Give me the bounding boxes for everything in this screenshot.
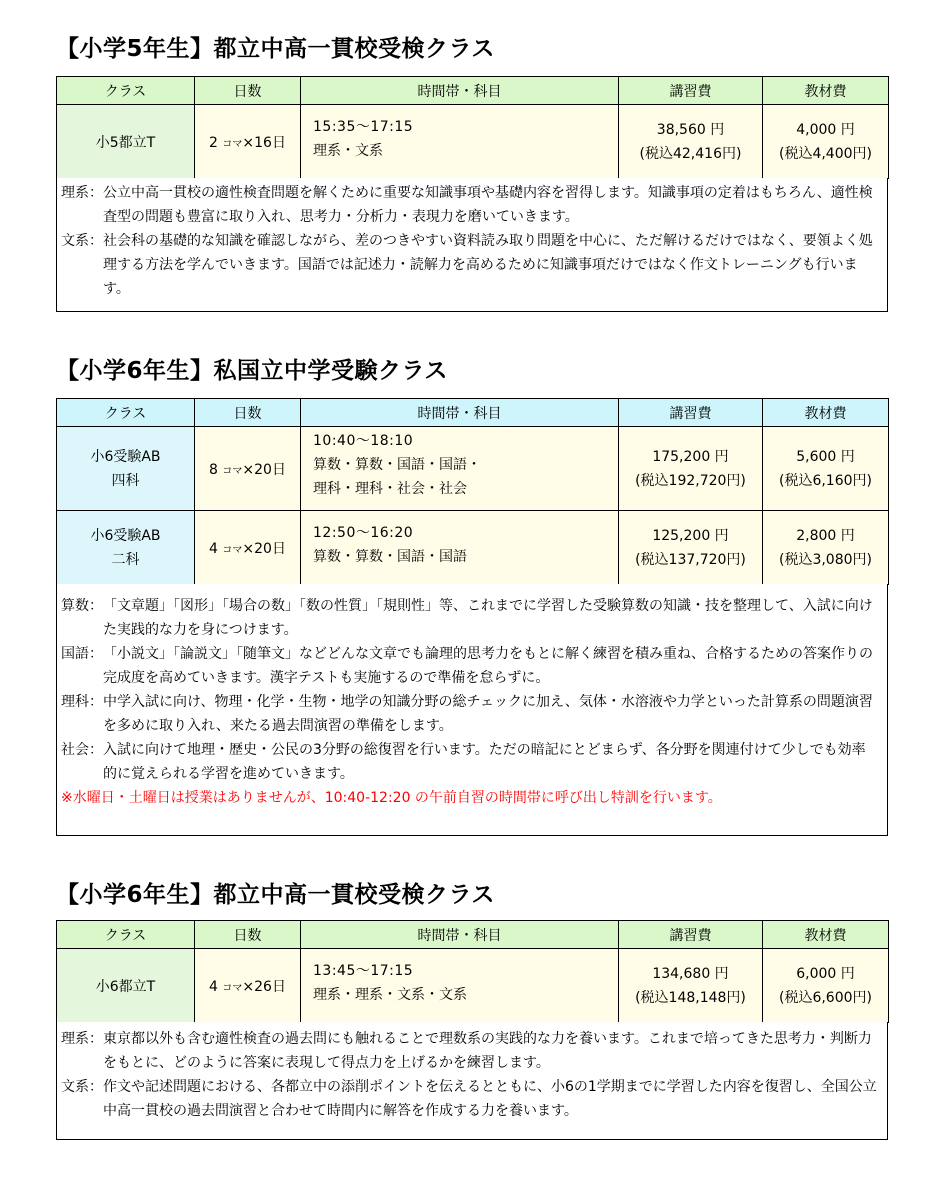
subject-label: 算数： bbox=[61, 598, 103, 614]
description-box bbox=[56, 1022, 888, 1140]
koma-count: 8 bbox=[209, 461, 218, 478]
class-name: 小6都立T bbox=[95, 978, 156, 995]
header-tuition: 講習費 bbox=[619, 77, 763, 105]
koma-unit: コマ bbox=[222, 138, 243, 150]
koma-unit: コマ bbox=[222, 544, 243, 556]
subjects: 算数・算数・国語・国語 bbox=[313, 549, 467, 565]
header-materials: 教材費 bbox=[763, 921, 889, 949]
materials-cell bbox=[763, 427, 889, 511]
subject-label: 理系： bbox=[61, 1031, 103, 1047]
description-text: 「小説文」「論説文」「随筆文」などどんな文章でも論理的思考力をもとに解く練習を積み重ね、合格するための答案作りの完成度を高めていきます。漢字テストも実施するので準備を怠らずに。 bbox=[103, 646, 873, 686]
description-item bbox=[57, 229, 887, 301]
class-name-cell bbox=[57, 511, 195, 585]
days-cell bbox=[195, 511, 301, 585]
materials-tax: (税込6,600円) bbox=[778, 989, 872, 1006]
table-header-row bbox=[57, 77, 889, 105]
class-name-cell bbox=[57, 427, 195, 511]
description-item bbox=[57, 1027, 887, 1075]
tuition-cell bbox=[619, 949, 763, 1023]
time-range: 13:45～17:15 bbox=[313, 963, 414, 979]
days-count: ×26日 bbox=[242, 978, 286, 995]
description-text: 東京都以外も含む適性検査の過去問にも触れることで理数系の実践的な力を養います。これまで培ってきた思考力・判断力をもとに、どのように答案に表現して得点力を上げるかを練習します。 bbox=[103, 1031, 872, 1071]
header-class: クラス bbox=[57, 399, 195, 427]
days-count: ×20日 bbox=[242, 540, 286, 557]
header-class: クラス bbox=[57, 77, 195, 105]
materials-tax: (税込4,400円) bbox=[778, 145, 872, 162]
class-table bbox=[56, 76, 889, 179]
header-time-subject: 時間帯・科目 bbox=[301, 921, 619, 949]
materials-amount: 5,600 円 bbox=[796, 448, 855, 465]
materials-tax: (税込3,080円) bbox=[778, 551, 872, 568]
header-days: 日数 bbox=[195, 921, 301, 949]
time-subject-cell bbox=[301, 511, 619, 585]
tuition-amount: 38,560 円 bbox=[656, 121, 725, 138]
materials-cell bbox=[763, 511, 889, 585]
time-subject-cell bbox=[301, 105, 619, 179]
materials-amount: 2,800 円 bbox=[796, 527, 855, 544]
header-days: 日数 bbox=[195, 77, 301, 105]
description-text: 作文や記述問題における、各都立中の添削ポイントを伝えるとともに、小6の1学期までに学習した内容を復習し、全国公立中高一貫校の過去問演習と合わせて時間内に解答を作成する力を養います。 bbox=[103, 1079, 877, 1119]
header-materials: 教材費 bbox=[763, 77, 889, 105]
tuition-cell bbox=[619, 427, 763, 511]
time-range: 10:40～18:10 bbox=[313, 433, 414, 449]
subjects: 理系・文系 bbox=[313, 143, 383, 159]
table-header-row bbox=[57, 399, 889, 427]
subject-label: 国語： bbox=[61, 646, 103, 662]
class-name-cell bbox=[57, 105, 195, 179]
description-item bbox=[57, 181, 887, 229]
header-tuition: 講習費 bbox=[619, 399, 763, 427]
tuition-tax: (税込192,720円) bbox=[635, 472, 746, 489]
class-subtype: 四科 bbox=[111, 472, 140, 489]
subjects: 理科・理科・社会・社会 bbox=[313, 481, 467, 497]
description-item bbox=[57, 1075, 887, 1123]
table-row bbox=[57, 105, 889, 179]
class-name: 小6受験AB bbox=[90, 527, 161, 544]
header-days: 日数 bbox=[195, 399, 301, 427]
description-box bbox=[56, 584, 888, 836]
days-cell bbox=[195, 427, 301, 511]
description-text: 中学入試に向け、物理・化学・生物・地学の知識分野の総チェックに加え、気体・水溶液や力学といった計算系の問題演習を多めに取り入れ、来たる過去問演習の準備をします。 bbox=[103, 694, 873, 734]
table-row bbox=[57, 511, 889, 585]
koma-count: 4 bbox=[209, 978, 218, 995]
subjects: 算数・算数・国語・国語・ bbox=[313, 457, 481, 473]
header-materials: 教材費 bbox=[763, 399, 889, 427]
section-title: 【小学6年生】都立中高一貫校受検クラス bbox=[56, 882, 495, 908]
header-tuition: 講習費 bbox=[619, 921, 763, 949]
description-item bbox=[57, 642, 887, 690]
description-text: 「文章題」「図形」「場合の数」「数の性質」「規則性」等、これまでに学習した受験算数の知識・技を整理して、入試に向けた実践的な力を身につけます。 bbox=[103, 598, 873, 638]
header-time-subject: 時間帯・科目 bbox=[301, 399, 619, 427]
subjects: 理系・理系・文系・文系 bbox=[313, 987, 467, 1003]
days-count: ×16日 bbox=[242, 134, 286, 151]
table-header-row bbox=[57, 921, 889, 949]
koma-count: 2 bbox=[209, 134, 218, 151]
class-name-cell bbox=[57, 949, 195, 1023]
materials-amount: 6,000 円 bbox=[796, 965, 855, 982]
subject-label: 文系： bbox=[61, 233, 103, 249]
materials-amount: 4,000 円 bbox=[796, 121, 855, 138]
notice-text: ※水曜日・土曜日は授業はありませんが、10:40-12:20 の午前自習の時間帯に呼び出し特訓を行います。 bbox=[61, 790, 722, 806]
table-row bbox=[57, 427, 889, 511]
tuition-tax: (税込42,416円) bbox=[639, 145, 742, 162]
class-subtype: 二科 bbox=[111, 551, 140, 568]
class-name: 小6受験AB bbox=[90, 448, 161, 465]
days-count: ×20日 bbox=[242, 461, 286, 478]
time-range: 15:35～17:15 bbox=[313, 119, 414, 135]
description-text: 入試に向けて地理・歴史・公民の3分野の総復習を行います。ただの暗記にとどまらず、各分野を関連付けて少しでも効率的に覚えられる学習を進めていきます。 bbox=[103, 742, 866, 782]
tuition-cell bbox=[619, 511, 763, 585]
class-name: 小5都立T bbox=[95, 134, 156, 151]
tuition-amount: 134,680 円 bbox=[652, 965, 729, 982]
days-cell bbox=[195, 949, 301, 1023]
header-class: クラス bbox=[57, 921, 195, 949]
description-item bbox=[57, 594, 887, 642]
subject-label: 社会： bbox=[61, 742, 103, 758]
section-title: 【小学5年生】都立中高一貫校受検クラス bbox=[56, 36, 495, 62]
description-text: 社会科の基礎的な知識を確認しながら、差のつきやすい資料読み取り問題を中心に、ただ解けるだけではなく、要領よく処理する方法を学んでいきます。国語では記述力・読解力を高めるために知識事項だけではなく作文トレーニングも行います。 bbox=[103, 233, 873, 297]
subject-label: 理系： bbox=[61, 185, 103, 201]
description-text: 公立中高一貫校の適性検査問題を解くために重要な知識事項や基礎内容を習得します。知識事項の定着はもちろん、適性検査型の問題も豊富に取り入れ、思考力・分析力・表現力を磨いていきます。 bbox=[103, 185, 873, 225]
time-range: 12:50～16:20 bbox=[313, 525, 414, 541]
subject-label: 文系： bbox=[61, 1079, 103, 1095]
table-row bbox=[57, 949, 889, 1023]
time-subject-cell bbox=[301, 427, 619, 511]
class-table bbox=[56, 398, 889, 585]
tuition-cell bbox=[619, 105, 763, 179]
koma-unit: コマ bbox=[222, 982, 243, 994]
days-cell bbox=[195, 105, 301, 179]
tuition-tax: (税込148,148円) bbox=[635, 989, 746, 1006]
tuition-tax: (税込137,720円) bbox=[635, 551, 746, 568]
koma-count: 4 bbox=[209, 540, 218, 557]
tuition-amount: 125,200 円 bbox=[652, 527, 729, 544]
time-subject-cell bbox=[301, 949, 619, 1023]
materials-cell bbox=[763, 105, 889, 179]
subject-label: 理科： bbox=[61, 694, 103, 710]
section-title: 【小学6年生】私国立中学受験クラス bbox=[56, 358, 448, 384]
description-item bbox=[57, 690, 887, 738]
class-table bbox=[56, 920, 889, 1023]
koma-unit: コマ bbox=[222, 465, 243, 477]
materials-cell bbox=[763, 949, 889, 1023]
description-box bbox=[56, 178, 888, 312]
tuition-amount: 175,200 円 bbox=[652, 448, 729, 465]
materials-tax: (税込6,160円) bbox=[778, 472, 872, 489]
description-item bbox=[57, 738, 887, 786]
header-time-subject: 時間帯・科目 bbox=[301, 77, 619, 105]
